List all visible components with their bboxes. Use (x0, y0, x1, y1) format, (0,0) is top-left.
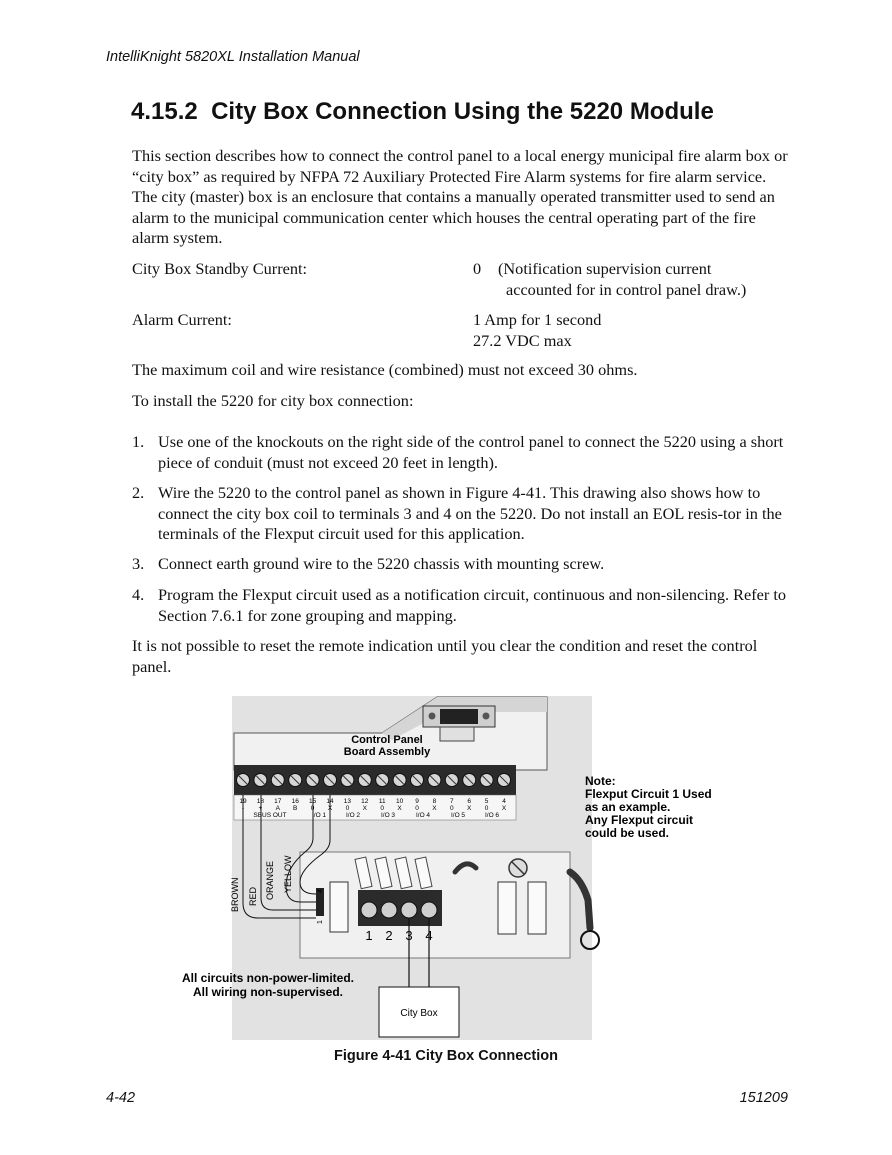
step-number: 4. (132, 585, 145, 604)
terminal-sign: X (362, 805, 367, 812)
terminal-sign: 0 (380, 805, 385, 812)
terminal-sign: X (432, 805, 437, 812)
figure-caption: Figure 4-41 City Box Connection (334, 1048, 558, 1064)
terminal-number: 4 (502, 798, 506, 805)
spec-value-alarm-line2: 27.2 VDC max (473, 330, 572, 350)
terminal-sign: - (241, 805, 245, 812)
step-text: Program the Flexput circuit used as a notification circuit, continuous and non-silencing. Refer to Section 7.6.1 for zone grouping and mapping. (158, 585, 787, 625)
terminal-number: 16 (291, 798, 299, 805)
section-number: 4.15.2 (131, 98, 198, 125)
terminal-screw-icon (401, 902, 417, 918)
terminal-sign: 0 (345, 805, 350, 812)
group-label-io2: I/O 2 (345, 812, 361, 819)
terminal-number: 18 (256, 798, 265, 805)
spec-value-standby-note-line1: (Notification supervision current (498, 259, 712, 278)
terminal-sign: X (467, 805, 472, 812)
spec-label-alarm: Alarm Current: (132, 310, 232, 329)
terminal-screw-icon (361, 902, 377, 918)
wire-label-orange: ORANGE (265, 860, 275, 900)
terminal-screw-icon (421, 902, 437, 918)
group-label-io6: I/O 6 (484, 812, 500, 819)
step-text: Wire the 5220 to the control panel as shown in Figure 4-41. This drawing also shows how to connect the city box coil to terminals 3 and 4 on the 5220. Do not install an EOL resis-tor in the terminals of the Flexput circuit used for this application. (158, 483, 782, 543)
terminal-number: 9 (415, 798, 419, 805)
closing-paragraph: It is not possible to reset the remote indication until you clear the condition and reset the control panel. (132, 636, 758, 676)
note-line: Note: (585, 774, 616, 788)
module-terminal-number: 4 (425, 928, 433, 943)
group-label-io1: I/O 1 (311, 812, 327, 819)
group-label-sbus: SBUS OUT (253, 812, 287, 819)
running-header: IntelliKnight 5820XL Installation Manual (106, 49, 360, 65)
panel-label-line2: Board Assembly (343, 746, 431, 758)
terminal-number: 17 (274, 798, 282, 805)
terminal-number: 11 (378, 798, 386, 805)
terminal-sign: A (275, 805, 280, 812)
terminal-number: 14 (326, 798, 334, 805)
terminal-sign: 0 (449, 805, 454, 812)
spec-value-standby-amount: 0 (473, 259, 482, 278)
terminal-number: 12 (361, 798, 369, 805)
section-title-text: City Box Connection Using the 5220 Module (211, 98, 714, 125)
install-intro: To install the 5220 for city box connection: (132, 391, 414, 410)
step-number: 1. (132, 432, 145, 451)
module-terminal-number: 1 (365, 928, 373, 943)
step-number: 2. (132, 483, 145, 502)
note-line: Flexput Circuit 1 Used (585, 787, 712, 801)
terminal-sign: 0 (310, 805, 315, 812)
city-box-label: City Box (400, 1008, 438, 1019)
terminal-number: 15 (308, 798, 317, 805)
step-text: Use one of the knockouts on the right side of the control panel to connect the 5220 using a short piece of conduit (must not exceed 20 feet in length). (158, 432, 784, 472)
terminal-sign: X (397, 805, 402, 812)
terminal-sign: + (258, 805, 263, 812)
module-component-right-1 (498, 882, 516, 934)
panel-label-line1: Control Panel (351, 734, 423, 746)
note-line: could be used. (585, 826, 670, 840)
terminal-number: 8 (432, 798, 437, 805)
terminal-number: 13 (343, 798, 352, 805)
terminal-screw-icon (381, 902, 397, 918)
footer-page-number: 4-42 (106, 1090, 136, 1106)
connector-pin-label: 1 (317, 920, 324, 924)
group-label-io5: I/O 5 (450, 812, 466, 819)
flexput-note (585, 774, 712, 840)
terminal-sign: 0 (415, 805, 419, 812)
spec-value-standby-note-line2: accounted for in control panel draw.) (506, 279, 747, 299)
connector-screw-icon (429, 713, 436, 720)
spec-label-standby: City Box Standby Current: (132, 259, 308, 278)
step-number: 3. (132, 554, 145, 573)
terminal-sign: 0 (484, 805, 489, 812)
board-connector-body (440, 709, 478, 724)
note-line: as an example. (585, 800, 671, 814)
terminal-sign: B (293, 805, 298, 812)
spec-value-alarm-line1: 1 Amp for 1 second (473, 310, 602, 329)
wire-label-brown: BROWN (230, 877, 240, 912)
wiring-note-line2: All wiring non-supervised. (192, 985, 344, 999)
terminal-number: 6 (467, 798, 472, 805)
terminal-sign: X (501, 805, 507, 812)
note-line: Any Flexput circuit (585, 813, 694, 827)
connector-screw-icon (483, 713, 490, 720)
intro-paragraph: This section describes how to connect the control panel to a local energy municipal fire alarm box or “city box” as required by NFPA 72 Auxiliary Protected Fire Alarm systems for fire alarm service. The city (master) box is an enclosure that contains a manually operated transmitter used to send an alarm to the municipal communication center which houses the central operating part of the fire alarm system. (132, 146, 788, 247)
wire-label-red: RED (248, 886, 258, 906)
step-text: Connect earth ground wire to the 5220 chassis with mounting screw. (158, 554, 605, 573)
module-component-right-2 (528, 882, 546, 934)
footer-doc-number: 151209 (739, 1090, 788, 1106)
wire-label-yellow: YELLOW (283, 855, 293, 893)
terminal-number: 10 (395, 798, 404, 805)
wiring-note-line1: All circuits non-power-limited. (181, 971, 355, 985)
connector-pin-label: 4 (317, 889, 324, 893)
module-terminal-number: 2 (385, 928, 393, 943)
resistance-note: The maximum coil and wire resistance (combined) must not exceed 30 ohms. (132, 360, 638, 379)
group-label-io4: I/O 4 (415, 812, 431, 819)
board-connector-tab (440, 727, 474, 741)
group-label-io3: I/O 3 (380, 812, 396, 819)
terminal-number: 19 (239, 798, 247, 805)
module-component-left (330, 882, 348, 932)
terminal-number: 5 (484, 798, 489, 805)
terminal-sign: X (327, 805, 333, 812)
module-terminal-number: 3 (405, 928, 413, 943)
terminal-number: 7 (449, 798, 454, 805)
